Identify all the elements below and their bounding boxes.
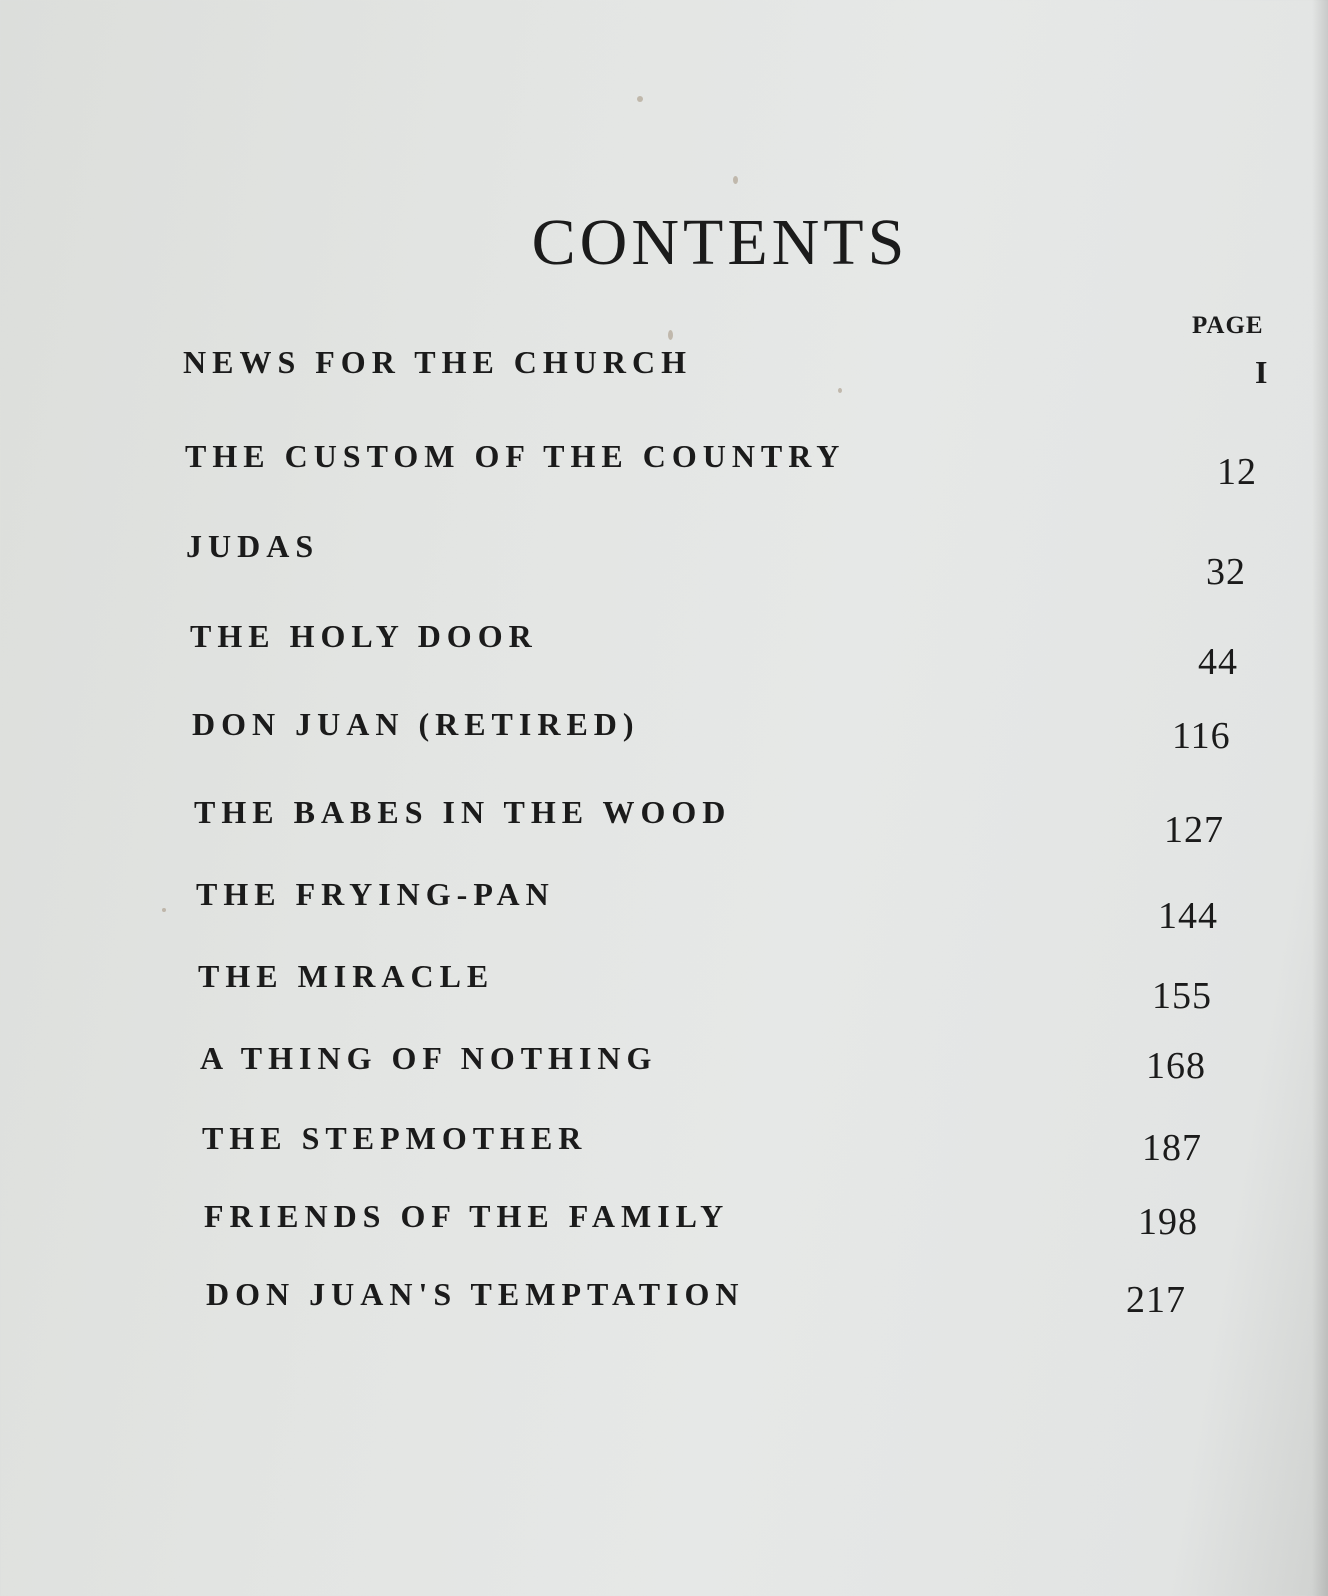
toc-entry-page: 44 <box>1198 641 1238 683</box>
toc-entry-page: 32 <box>1206 551 1246 593</box>
toc-entry-page: 127 <box>1164 809 1224 851</box>
toc-entry[interactable] <box>204 1198 1328 1258</box>
toc-entry-title: DON JUAN'S TEMPTATION <box>206 1276 745 1312</box>
toc-entry[interactable] <box>194 794 1328 854</box>
page-title: CONTENTS <box>531 206 909 279</box>
paper-speck <box>668 330 673 340</box>
toc-entry-title: DON JUAN (RETIRED) <box>192 706 640 742</box>
toc-entry-title: THE MIRACLE <box>198 958 495 994</box>
toc-entry-page: 116 <box>1172 715 1231 757</box>
toc-entry[interactable] <box>200 1040 1328 1100</box>
paper-speck <box>162 908 166 912</box>
toc-entry-page: 187 <box>1142 1127 1202 1169</box>
toc-entry-title: THE BABES IN THE WOOD <box>194 794 732 830</box>
toc-entry-page: I <box>1255 354 1269 390</box>
toc-entry-title: A THING OF NOTHING <box>200 1040 658 1076</box>
toc-entry-page: 12 <box>1217 451 1257 493</box>
toc-entry[interactable] <box>190 618 1328 683</box>
toc-entry-title: THE STEPMOTHER <box>202 1120 588 1156</box>
toc-entry-title: THE FRYING-PAN <box>196 876 555 912</box>
toc-entry-page: 155 <box>1152 975 1212 1017</box>
toc-entry-title: JUDAS <box>186 528 320 564</box>
paper-speck <box>637 96 643 102</box>
toc-entry[interactable] <box>186 528 1328 593</box>
paper-speck <box>733 176 738 184</box>
toc-entry-page: 144 <box>1158 895 1218 937</box>
toc-entry[interactable] <box>192 706 1328 766</box>
page-column-label: PAGE <box>1192 312 1264 339</box>
toc-entry[interactable] <box>206 1276 1328 1336</box>
toc-entry-title: THE HOLY DOOR <box>190 618 538 654</box>
toc-entry-page: 198 <box>1138 1201 1198 1243</box>
toc-entry[interactable] <box>202 1120 1328 1180</box>
toc-entry[interactable] <box>198 958 1328 1018</box>
toc-entry-page: 217 <box>1126 1279 1186 1321</box>
toc-entry-title: NEWS FOR THE CHURCH <box>183 344 693 380</box>
toc-entry[interactable] <box>196 876 1328 936</box>
toc-entry-page: 168 <box>1146 1045 1206 1087</box>
toc-entry[interactable] <box>183 344 1328 404</box>
toc-entry-title: THE CUSTOM OF THE COUNTRY <box>185 438 846 474</box>
toc-entry[interactable] <box>185 438 1328 498</box>
toc-entry-title: FRIENDS OF THE FAMILY <box>204 1198 730 1234</box>
